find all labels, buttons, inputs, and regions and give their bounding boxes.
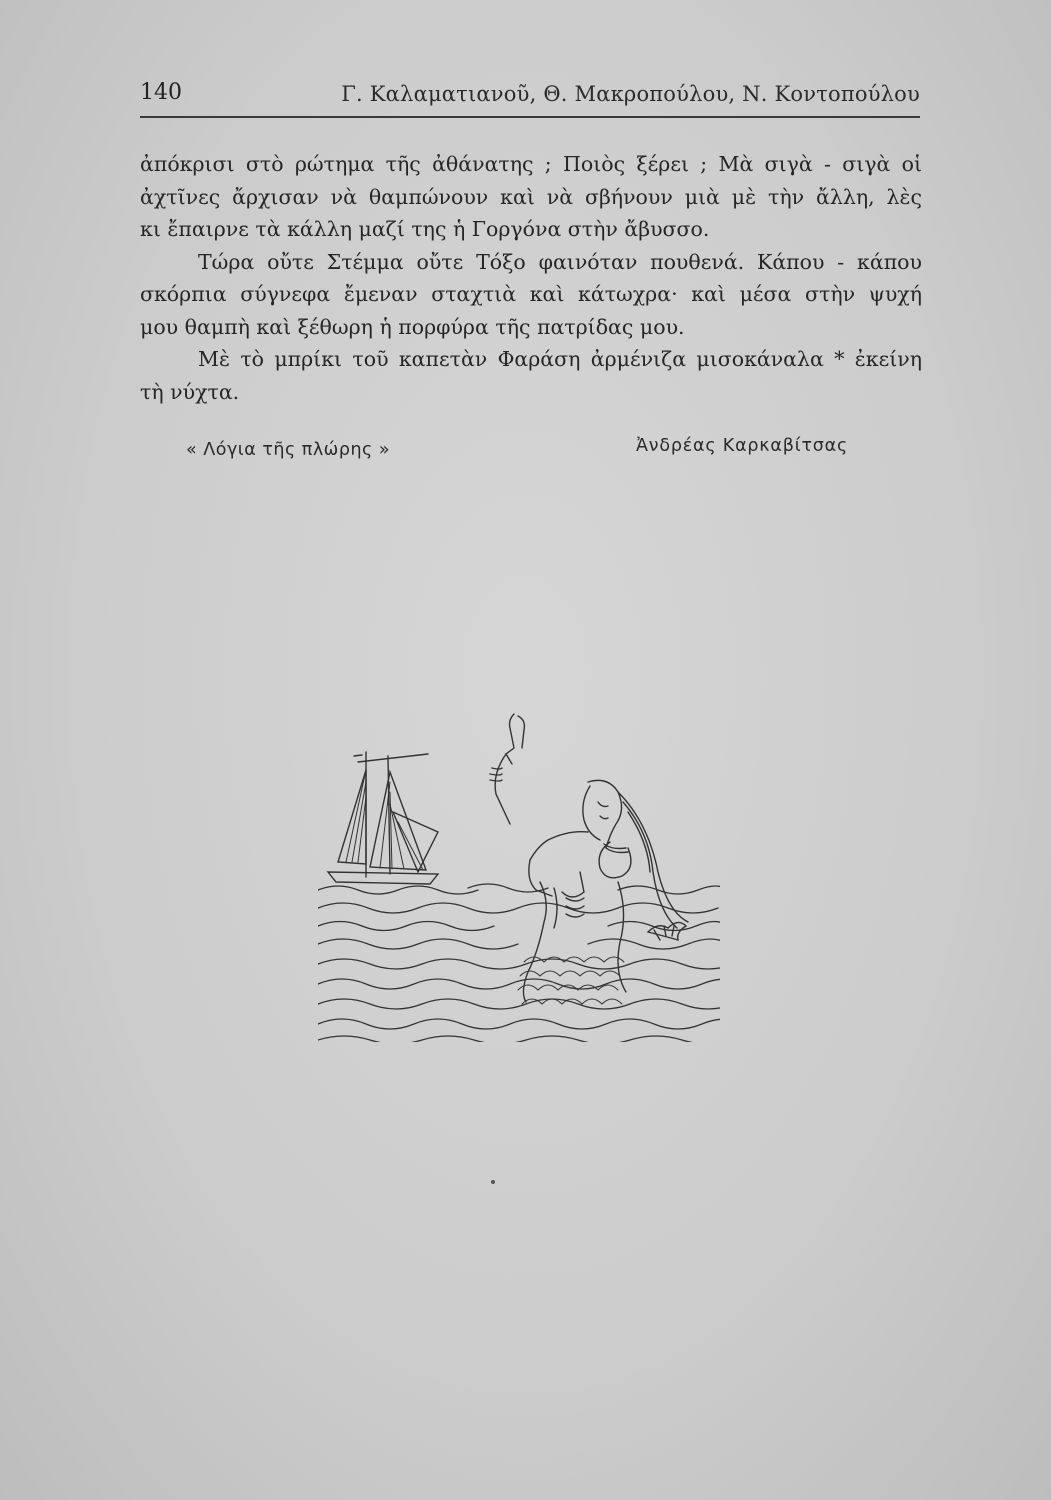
text-line: σκόρπια σύγνεφα ἔμεναν σταχτιὰ καὶ κάτωχρα· καὶ μέσα στὴν ψυχή [140, 282, 922, 306]
text-line: μου θαμπὴ καὶ ξέθωρη ἡ πορφύρα τῆς πατρίδας μου. [140, 314, 685, 339]
header-rule [140, 116, 920, 118]
page-header [140, 80, 920, 110]
text-line: Τώρα οὔτε Στέμμα οὔτε Τόξο φαινόταν πουθενά. Κάπου - κάπου [198, 249, 922, 274]
text-line: τὴ νύχτα. [140, 379, 240, 404]
body-text [140, 148, 922, 408]
text-line: Μὲ τὸ μπρίκι τοῦ καπετὰν Φαράση ἀρμένιζα μισοκάναλα * ἐκείνη [198, 347, 922, 371]
mermaid-and-sailing-ship-icon [318, 712, 720, 1042]
text-line: ἀχτῖνες ἄρχισαν νὰ θαμπώνουν καὶ νὰ σβήνουν μιὰ μὲ τὴν ἄλλη, λὲς [140, 184, 922, 209]
text-line: κι ἔπαιρνε τὰ κάλλη μαζί της ἡ Γοργόνα στὴν ἄβυσσο. [140, 217, 710, 241]
page-number: 140 [140, 80, 182, 105]
sea-waves [318, 884, 720, 1042]
sailing-ship-icon [328, 752, 438, 884]
source-title: « Λόγια τῆς πλώρης » [186, 440, 391, 460]
running-head: Γ. Καλαματιανοῦ, Θ. Μακροπούλου, Ν. Κοντοπούλου [341, 82, 920, 106]
author-name: Ἀνδρέας Καρκαβίτσας [636, 436, 849, 456]
bleed-through-text [175, 470, 895, 527]
mermaid-figure [490, 714, 688, 1004]
ink-speck [491, 1180, 495, 1184]
text-line: ἀπόκρισι στὸ ρώτημα τῆς ἀθάνατης ; Ποιὸς ξέρει ; Μὰ σιγὰ - σιγὰ οἱ [140, 152, 922, 176]
